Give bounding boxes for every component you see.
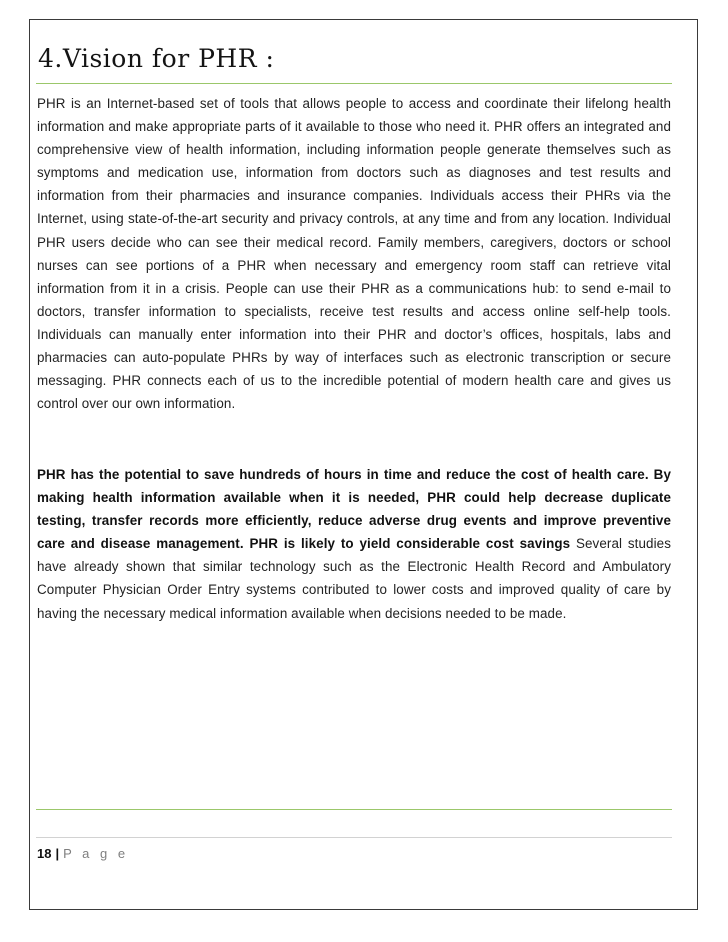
section-heading: 4.Vision for PHR : [38,44,275,73]
page-footer [37,845,129,863]
benefits-paragraph [37,463,671,625]
heading-divider [36,83,672,84]
benefits-bold-text: PHR has the potential to save hundreds of hours in time and reduce the cost of health care. By making health information available when it is needed, PHR could help decrease duplicate testing, transfer records more efficiently, reduce adverse drug events and improve preventive care and disease management. PHR is likely to yield considerable cost savings [37,467,671,552]
intro-paragraph: PHR is an Internet-based set of tools that allows people to access and coordinate their lifelong health information and make appropriate parts of it available to those who need it. PHR offers an integrated and comprehensive view of health information, including information people generate themselves such as symptoms and medication use, information from doctors such as diagnoses and test results and information from their pharmacies and insurance companies. Individuals access their PHRs via the Internet, using state-of-the-art security and privacy controls, at any time and from any location. Individual PHR users decide who can see their medical record. Family members, caregivers, doctors or school nurses can see portions of a PHR when necessary and emergency room staff can retrieve vital information from it in a crisis. People can use their PHR as a communications hub: to send e-mail to doctors, transfer information to specialists, receive test results and access online self-help tools. Individuals can manually enter information into their PHR and doctor’s offices, hospitals, labs and pharmacies can auto-populate PHRs by way of interfaces such as electronic transcription or secure messaging. PHR connects each of us to the incredible potential of modern health care and gives us control over our own information. [37,96,671,412]
benefits-regular-text: Several studies have already shown that similar technology such as the Electronic Health Record and Ambulatory Computer Physician Order Entry systems contributed to lower costs and improved quality of care by having the necessary medical information available when decisions needed to be made. [37,536,671,621]
page-number: 18 [37,846,52,861]
page-frame [29,19,698,910]
footer-divider-top [36,809,672,810]
page-label: P a g e [63,846,129,861]
page-separator: | [55,846,60,861]
footer-divider-bottom [36,837,672,838]
